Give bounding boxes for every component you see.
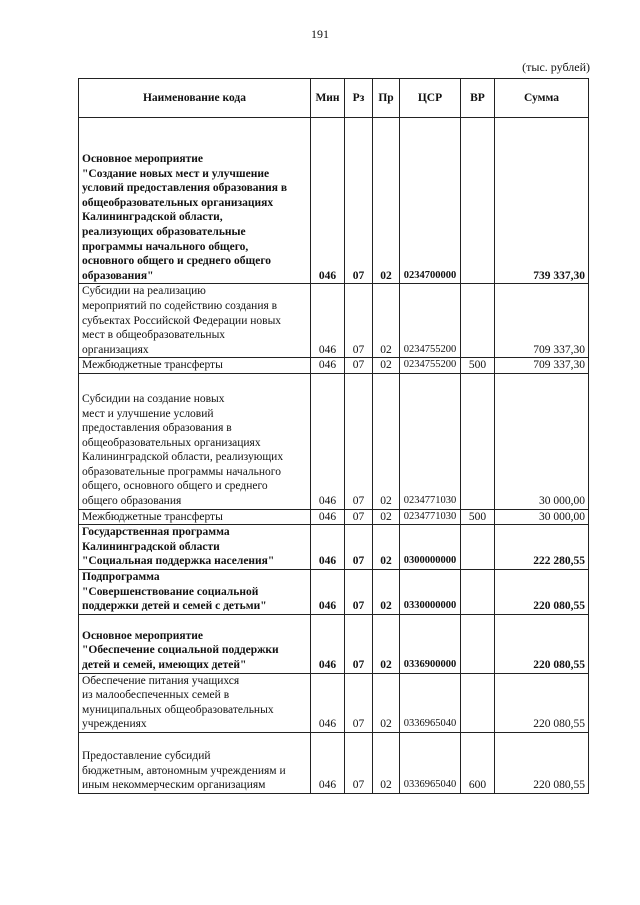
row-csr: 0234700000 — [400, 118, 461, 284]
row-sum: 222 280,55 — [495, 525, 589, 570]
header-sum: Сумма — [495, 79, 589, 118]
row-pr: 02 — [373, 614, 400, 673]
row-vr — [461, 373, 495, 509]
row-min: 046 — [311, 284, 345, 358]
row-min: 046 — [311, 358, 345, 374]
row-pr: 02 — [373, 673, 400, 732]
row-min: 046 — [311, 525, 345, 570]
header-name: Наименование кода — [79, 79, 311, 118]
row-name: Государственная программа Калининградской области "Социальная поддержка населения" — [79, 525, 311, 570]
row-min: 046 — [311, 373, 345, 509]
row-min: 046 — [311, 673, 345, 732]
row-pr: 02 — [373, 358, 400, 374]
table-row — [79, 614, 589, 673]
header-rz: Рз — [345, 79, 373, 118]
row-rz: 07 — [345, 570, 373, 615]
row-min: 046 — [311, 509, 345, 525]
row-vr — [461, 570, 495, 615]
row-sum: 30 000,00 — [495, 373, 589, 509]
row-sum: 220 080,55 — [495, 732, 589, 793]
row-csr: 0234755200 — [400, 358, 461, 374]
row-name: Подпрограмма "Совершенствование социальной поддержки детей и семей с детьми" — [79, 570, 311, 615]
row-sum: 709 337,30 — [495, 284, 589, 358]
row-csr: 0336965040 — [400, 673, 461, 732]
table-row — [79, 732, 589, 793]
row-rz: 07 — [345, 673, 373, 732]
row-csr: 0234771030 — [400, 509, 461, 525]
header-pr: Пр — [373, 79, 400, 118]
row-name: Основное мероприятие "Обеспечение социальной поддержки детей и семей, имеющих детей" — [79, 614, 311, 673]
row-vr — [461, 525, 495, 570]
table-row — [79, 673, 589, 732]
table-row — [79, 570, 589, 615]
row-rz: 07 — [345, 284, 373, 358]
row-name: Предоставление субсидий бюджетным, автономным учреждениям и иным некоммерческим организациям — [79, 732, 311, 793]
header-csr: ЦСР — [400, 79, 461, 118]
row-pr: 02 — [373, 118, 400, 284]
row-pr: 02 — [373, 284, 400, 358]
row-sum: 220 080,55 — [495, 570, 589, 615]
row-name: Основное мероприятие "Создание новых мест и улучшение условий предоставления образования в общеобразовательных организациях Калининградской области, реализующих образовательные программы начального общего, основного общего и среднего общего образования" — [79, 118, 311, 284]
row-sum: 739 337,30 — [495, 118, 589, 284]
row-vr: 500 — [461, 509, 495, 525]
row-name: Межбюджетные трансферты — [79, 509, 311, 525]
row-min: 046 — [311, 614, 345, 673]
row-name: Обеспечение питания учащихся из малообеспеченных семей в муниципальных общеобразовательных учреждениях — [79, 673, 311, 732]
row-rz: 07 — [345, 614, 373, 673]
table-row — [79, 358, 589, 374]
row-rz: 07 — [345, 509, 373, 525]
row-rz: 07 — [345, 373, 373, 509]
row-sum: 220 080,55 — [495, 614, 589, 673]
row-sum: 709 337,30 — [495, 358, 589, 374]
row-csr: 0336965040 — [400, 732, 461, 793]
table-row — [79, 373, 589, 509]
row-name: Субсидии на реализацию мероприятий по содействию создания в субъектах Российской Федерации новых мест в общеобразовательных организациях — [79, 284, 311, 358]
row-rz: 07 — [345, 732, 373, 793]
row-vr: 500 — [461, 358, 495, 374]
row-rz: 07 — [345, 118, 373, 284]
row-min: 046 — [311, 732, 345, 793]
row-vr — [461, 284, 495, 358]
row-csr: 0336900000 — [400, 614, 461, 673]
row-pr: 02 — [373, 373, 400, 509]
row-min: 046 — [311, 570, 345, 615]
header-vr: ВР — [461, 79, 495, 118]
row-pr: 02 — [373, 570, 400, 615]
header-min: Мин — [311, 79, 345, 118]
table-row — [79, 509, 589, 525]
row-sum: 30 000,00 — [495, 509, 589, 525]
row-pr: 02 — [373, 732, 400, 793]
row-csr: 0234755200 — [400, 284, 461, 358]
units-label: (тыс. рублей) — [522, 60, 590, 74]
row-sum: 220 080,55 — [495, 673, 589, 732]
table-row — [79, 118, 589, 284]
row-pr: 02 — [373, 509, 400, 525]
table-row — [79, 525, 589, 570]
table-header-row — [79, 79, 589, 118]
row-csr: 0330000000 — [400, 570, 461, 615]
row-rz: 07 — [345, 358, 373, 374]
row-vr — [461, 118, 495, 284]
row-vr — [461, 614, 495, 673]
page-number: 191 — [311, 27, 329, 41]
budget-table — [78, 78, 589, 794]
table-row — [79, 284, 589, 358]
row-csr: 0234771030 — [400, 373, 461, 509]
row-name: Субсидии на создание новых мест и улучшение условий предоставления образования в общеобразовательных организациях Калининградской области, реализующих образовательные программы начального общего, основного общего и среднего общего образования — [79, 373, 311, 509]
row-rz: 07 — [345, 525, 373, 570]
row-vr: 600 — [461, 732, 495, 793]
row-csr: 0300000000 — [400, 525, 461, 570]
row-min: 046 — [311, 118, 345, 284]
row-vr — [461, 673, 495, 732]
row-pr: 02 — [373, 525, 400, 570]
row-name: Межбюджетные трансферты — [79, 358, 311, 374]
